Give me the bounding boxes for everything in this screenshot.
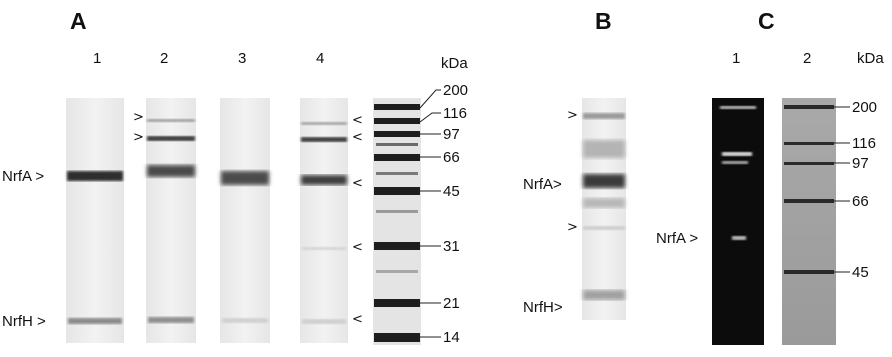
lane-a4 [300,98,348,343]
band-a4-upper [301,137,347,142]
marker-band-minor3 [376,210,418,213]
marker-band-c-66 [784,199,834,203]
panel-b-nrfa-label: NrfA> [523,176,562,193]
marker-band-c-45 [784,270,834,274]
marker-band-66 [374,154,420,161]
lane-a4-arrow-5: < [352,312,363,327]
marker-leaders-a [420,90,441,337]
panel-a-unit: kDa [441,55,468,72]
panel-b-arrow-2: > [567,220,578,235]
band-a4-top [301,122,347,125]
mw-c-97: 97 [852,155,869,172]
band-a4-faint [302,247,346,250]
mw-a-116: 116 [443,105,467,122]
band-a4-nrfa [301,175,347,185]
band-b-nrfh [583,290,625,300]
marker-band-c-200 [784,105,834,109]
band-b-nrfa [583,174,625,188]
lane-a2-arrow-2: > [133,130,144,145]
panel-c-unit: kDa [857,50,884,67]
marker-band-97 [374,131,420,137]
band-c1-a [722,152,752,156]
band-c1-b [722,161,748,164]
panel-a-nrfh-label: NrfH > [2,313,46,330]
marker-band-minor4 [376,270,418,273]
marker-band-45 [374,187,420,195]
panel-a-nrfa-label: NrfA > [2,168,45,185]
lane-a2-number: 2 [160,50,169,67]
panel-a-label: A [70,8,87,34]
marker-band-c-116 [784,142,834,145]
lane-a2 [146,98,196,343]
band-a3-nrfa [221,171,269,185]
marker-band-21 [374,299,420,307]
mw-c-200: 200 [852,99,878,116]
mw-a-97: 97 [443,126,460,143]
panel-b-arrow-1: > [567,108,578,123]
mw-a-200: 200 [443,82,469,99]
mw-a-31: 31 [443,238,460,255]
band-a2-nrfa [147,165,195,177]
band-a1-nrfa [67,171,123,181]
mw-c-116: 116 [852,135,876,152]
lane-a3-number: 3 [238,50,247,67]
marker-band-200 [374,104,420,110]
mw-a-45: 45 [443,183,460,200]
band-a2-upper [147,136,195,141]
band-a1-nrfh [68,318,122,324]
panel-b-gel [582,98,626,320]
lane-a4-arrow-4: < [352,240,363,255]
lane-a4-number: 4 [316,50,325,67]
panel-c-label: C [758,8,775,34]
marker-band-c-97 [784,162,834,165]
mw-a-21: 21 [443,295,460,312]
panel-c-gel [712,98,850,345]
band-b-faint [583,226,625,230]
band-a2-nrfh [148,317,194,323]
marker-band-14 [374,333,420,342]
band-c1-top [720,106,756,109]
lane-a3 [220,98,270,343]
lane-a4-arrow-3: < [352,176,363,191]
mw-a-66: 66 [443,149,460,166]
band-b-lower [583,198,625,208]
band-a3-nrfh [222,318,268,323]
lane-a4-arrow-1: < [352,113,363,128]
lane-c2-number: 2 [803,50,812,67]
lane-a1-number: 1 [93,50,102,67]
lane-a2-arrow-1: > [133,110,144,125]
band-c1-nrfa [732,236,746,240]
band-a2-top [147,119,195,122]
panel-a-gel [66,90,441,345]
marker-leaders-c [834,107,850,272]
mw-c-45: 45 [852,264,869,281]
panel-b-label: B [595,8,612,34]
marker-band-minor [376,143,418,146]
lane-a1 [66,98,124,343]
mw-a-14: 14 [443,329,460,346]
lane-b [582,98,626,320]
marker-band-116 [374,118,420,124]
panel-c-nrfa-label: NrfA > [656,230,699,247]
panel-b-nrfh-label: NrfH> [523,299,563,316]
lane-c1 [712,98,764,345]
band-b-mid [583,140,625,158]
lane-a4-arrow-2: < [352,130,363,145]
lane-c2 [782,98,836,345]
mw-c-66: 66 [852,193,869,210]
band-a4-nrfh [302,319,346,324]
lane-c1-number: 1 [732,50,741,67]
marker-band-31 [374,242,420,250]
band-b-upper [583,113,625,119]
marker-band-minor2 [376,172,418,175]
